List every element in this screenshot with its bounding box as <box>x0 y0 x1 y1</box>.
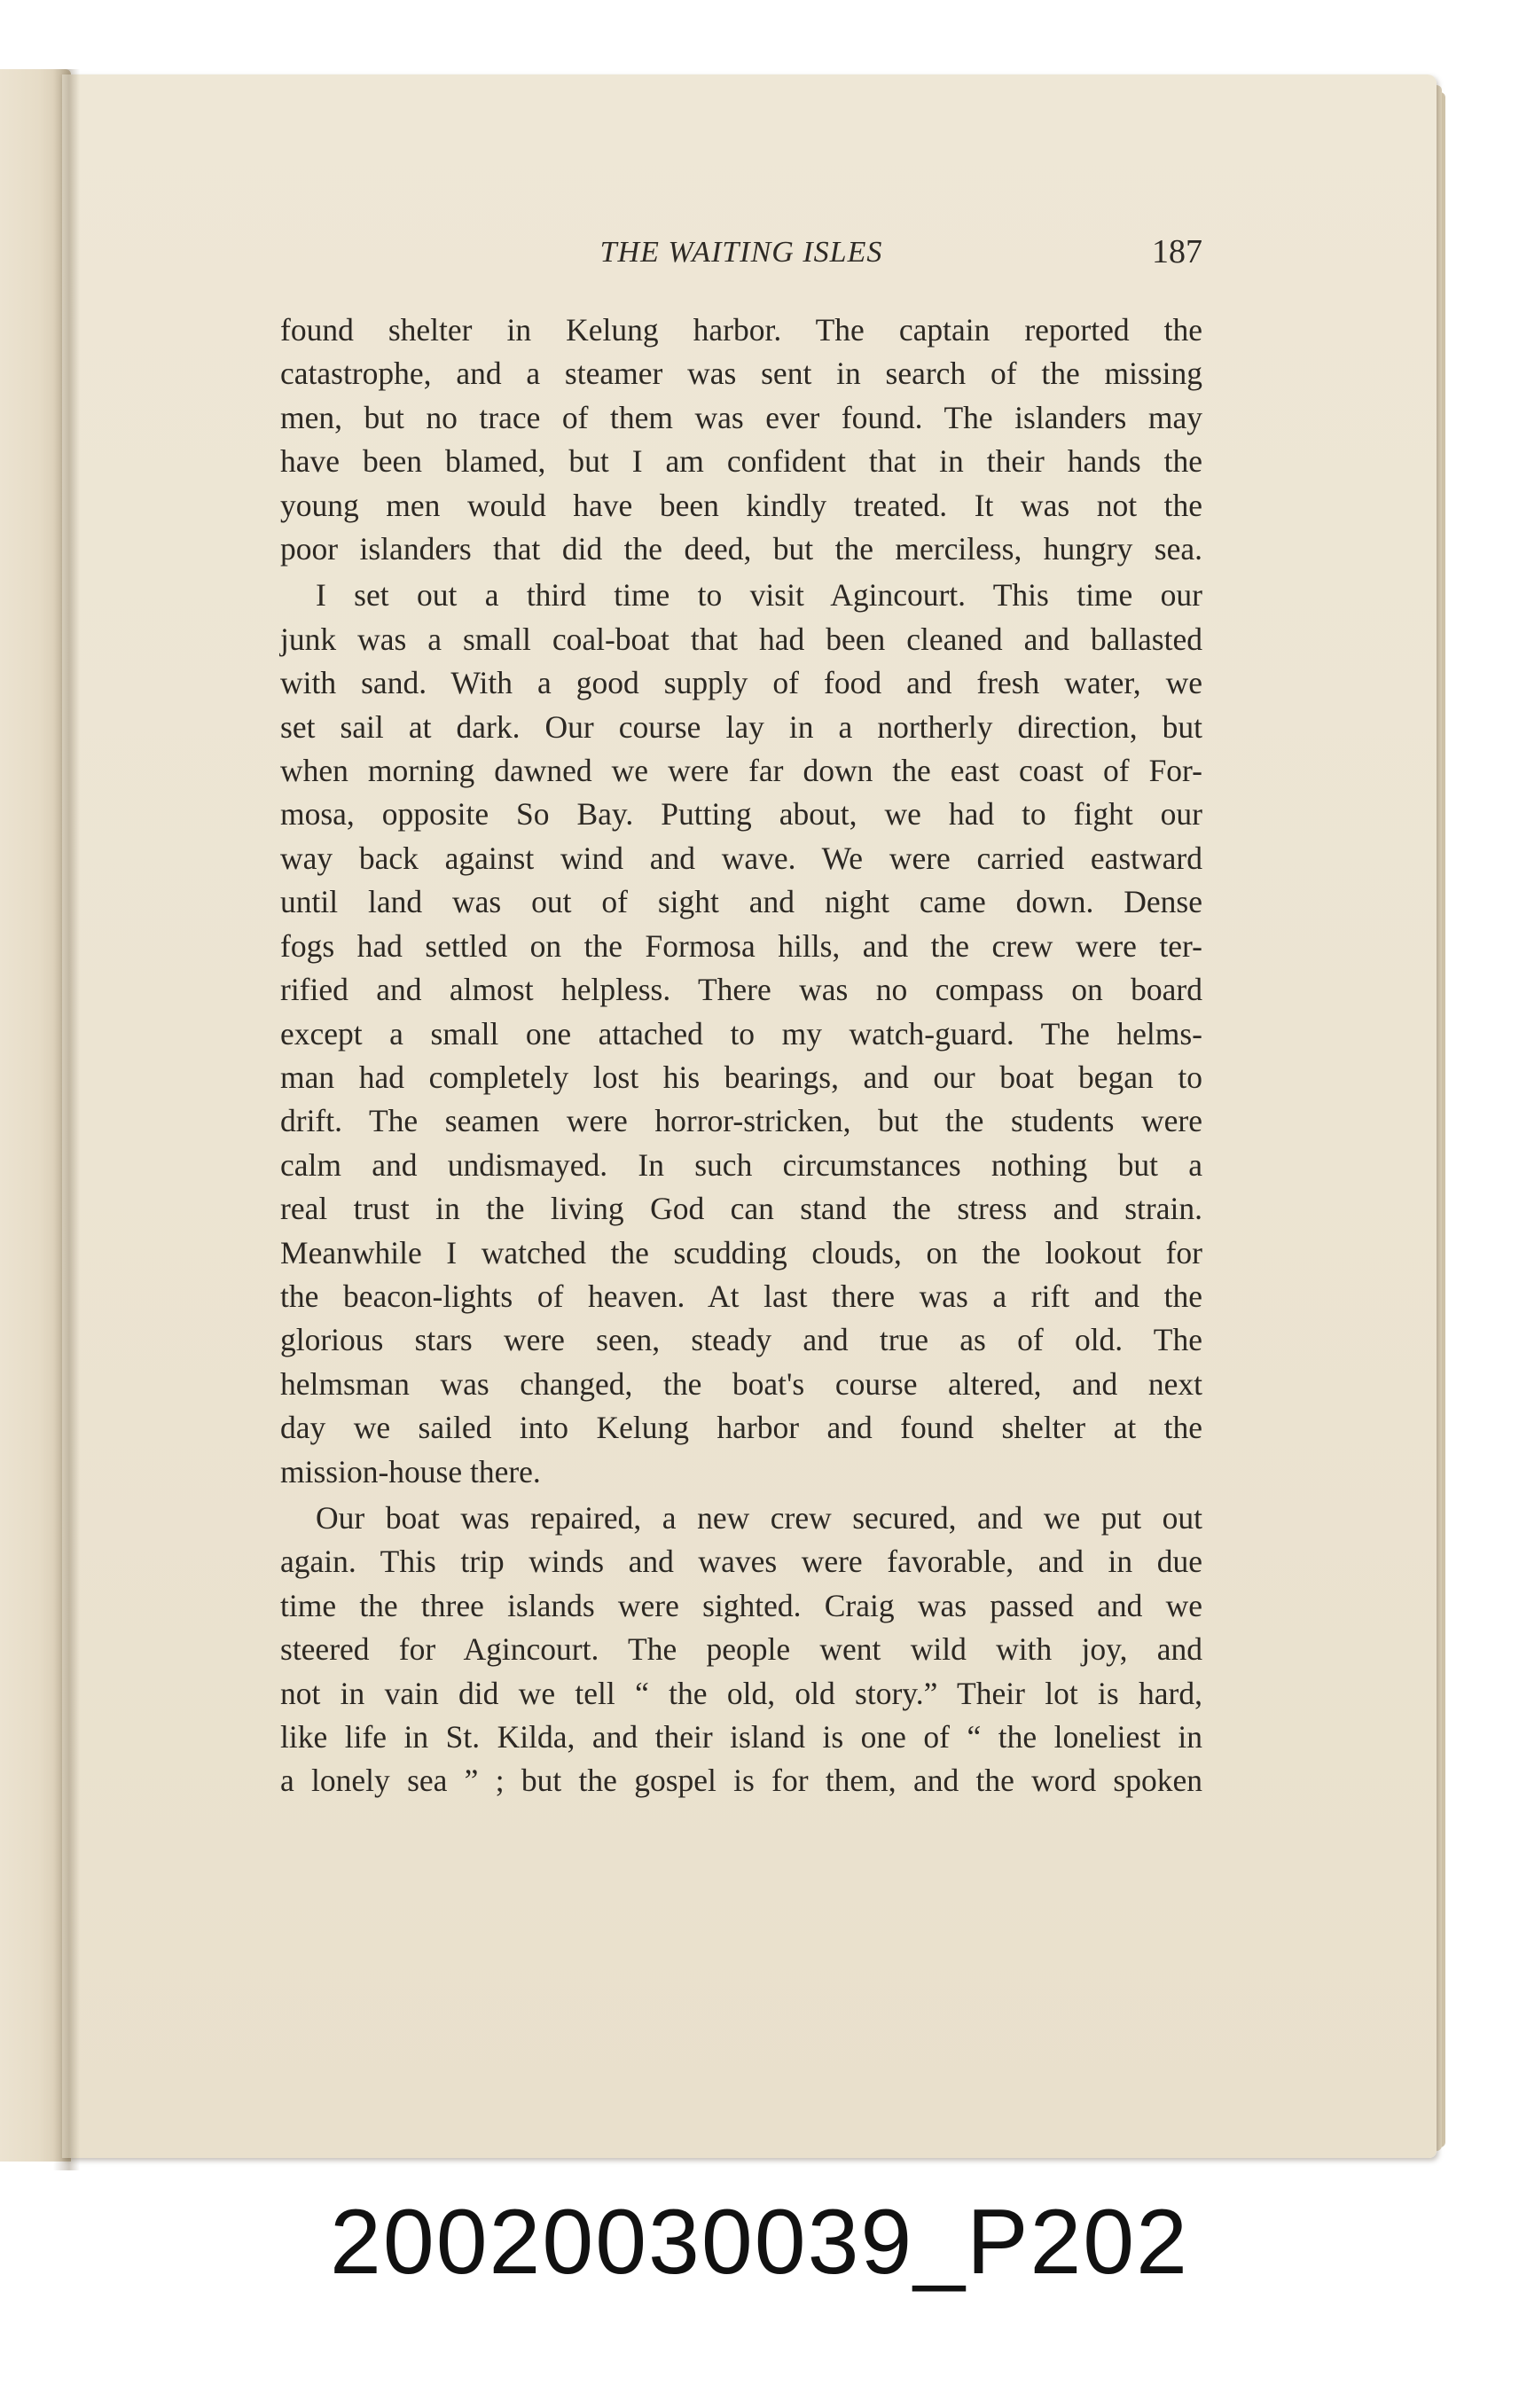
text-line: have been blamed, but I am confident that in their hands the <box>280 443 1202 480</box>
text-line: mission-house there. <box>280 1453 541 1489</box>
running-head <box>280 232 1202 277</box>
text-line: I set out a third time to visit Agincourt. This time our <box>316 577 1202 614</box>
text-line: glorious stars were seen, steady and true as of old. The <box>280 1322 1202 1358</box>
running-title: THE WAITING ISLES <box>599 236 883 269</box>
body-text <box>280 309 1202 1803</box>
catalog-id-label: 20020030039_P202 <box>330 2191 1189 2294</box>
text-line: until land was out of sight and night came down. Dense <box>280 884 1202 920</box>
text-line: calm and undismayed. In such circumstances nothing but a <box>280 1146 1202 1183</box>
text-line: with sand. With a good supply of food and fresh water, we <box>280 665 1202 701</box>
text-line: mosa, opposite So Bay. Putting about, we had to fight our <box>280 796 1202 833</box>
text-line: set sail at dark. Our course lay in a northerly direction, but <box>280 708 1202 745</box>
paragraph-3 <box>280 1497 1202 1803</box>
text-line: Our boat was repaired, a new crew secured, and we put out <box>316 1499 1202 1536</box>
text-line: man had completely lost his bearings, and our boat began to <box>280 1059 1202 1095</box>
text-line: real trust in the living God can stand the stress and strain. <box>280 1191 1202 1227</box>
text-line: when morning dawned we were far down the east coast of For- <box>280 753 1202 789</box>
text-line: a lonely sea ” ; but the gospel is for them, and the word spoken <box>280 1763 1202 1799</box>
text-line: drift. The seamen were horror-stricken, but the students were <box>280 1103 1202 1139</box>
paragraph-2 <box>280 574 1202 1494</box>
text-line: poor islanders that did the deed, but the merciless, hungry sea. <box>280 531 1202 567</box>
text-line: like life in St. Kilda, and their island is one of “ the loneliest in <box>280 1719 1202 1755</box>
text-line: the beacon-lights of heaven. At last there was a rift and the <box>280 1278 1202 1314</box>
text-line: again. This trip winds and waves were favorable, and in due <box>280 1544 1202 1580</box>
text-line: way back against wind and wave. We were carried eastward <box>280 840 1202 876</box>
text-line: fogs had settled on the Formosa hills, and the crew were ter- <box>280 927 1202 964</box>
text-line: not in vain did we tell “ the old, old story.” Their lot is hard, <box>280 1675 1202 1711</box>
text-line: rified and almost helpless. There was no compass on board <box>280 972 1202 1008</box>
text-line: young men would have been kindly treated. It was not the <box>280 487 1202 523</box>
text-line: Meanwhile I watched the scudding clouds, on the lookout for <box>280 1234 1202 1270</box>
page-number: 187 <box>1152 233 1202 270</box>
text-line: except a small one attached to my watch-guard. The helms- <box>280 1015 1202 1052</box>
text-line: men, but no trace of them was ever found. The islanders may <box>280 399 1202 435</box>
text-line: steered for Agincourt. The people went wild with joy, and <box>280 1631 1202 1668</box>
text-line: helmsman was changed, the boat's course altered, and next <box>280 1365 1202 1402</box>
gutter-shadow <box>53 69 80 2170</box>
text-line: time the three islands were sighted. Craig was passed and we <box>280 1587 1202 1623</box>
text-line: junk was a small coal-boat that had been cleaned and ballasted <box>280 621 1202 657</box>
paragraph-1 <box>280 309 1202 571</box>
text-line: catastrophe, and a steamer was sent in search of the missing <box>280 356 1202 392</box>
text-line: found shelter in Kelung harbor. The captain reported the <box>280 312 1202 348</box>
text-line: day we sailed into Kelung harbor and found shelter at the <box>280 1410 1202 1446</box>
